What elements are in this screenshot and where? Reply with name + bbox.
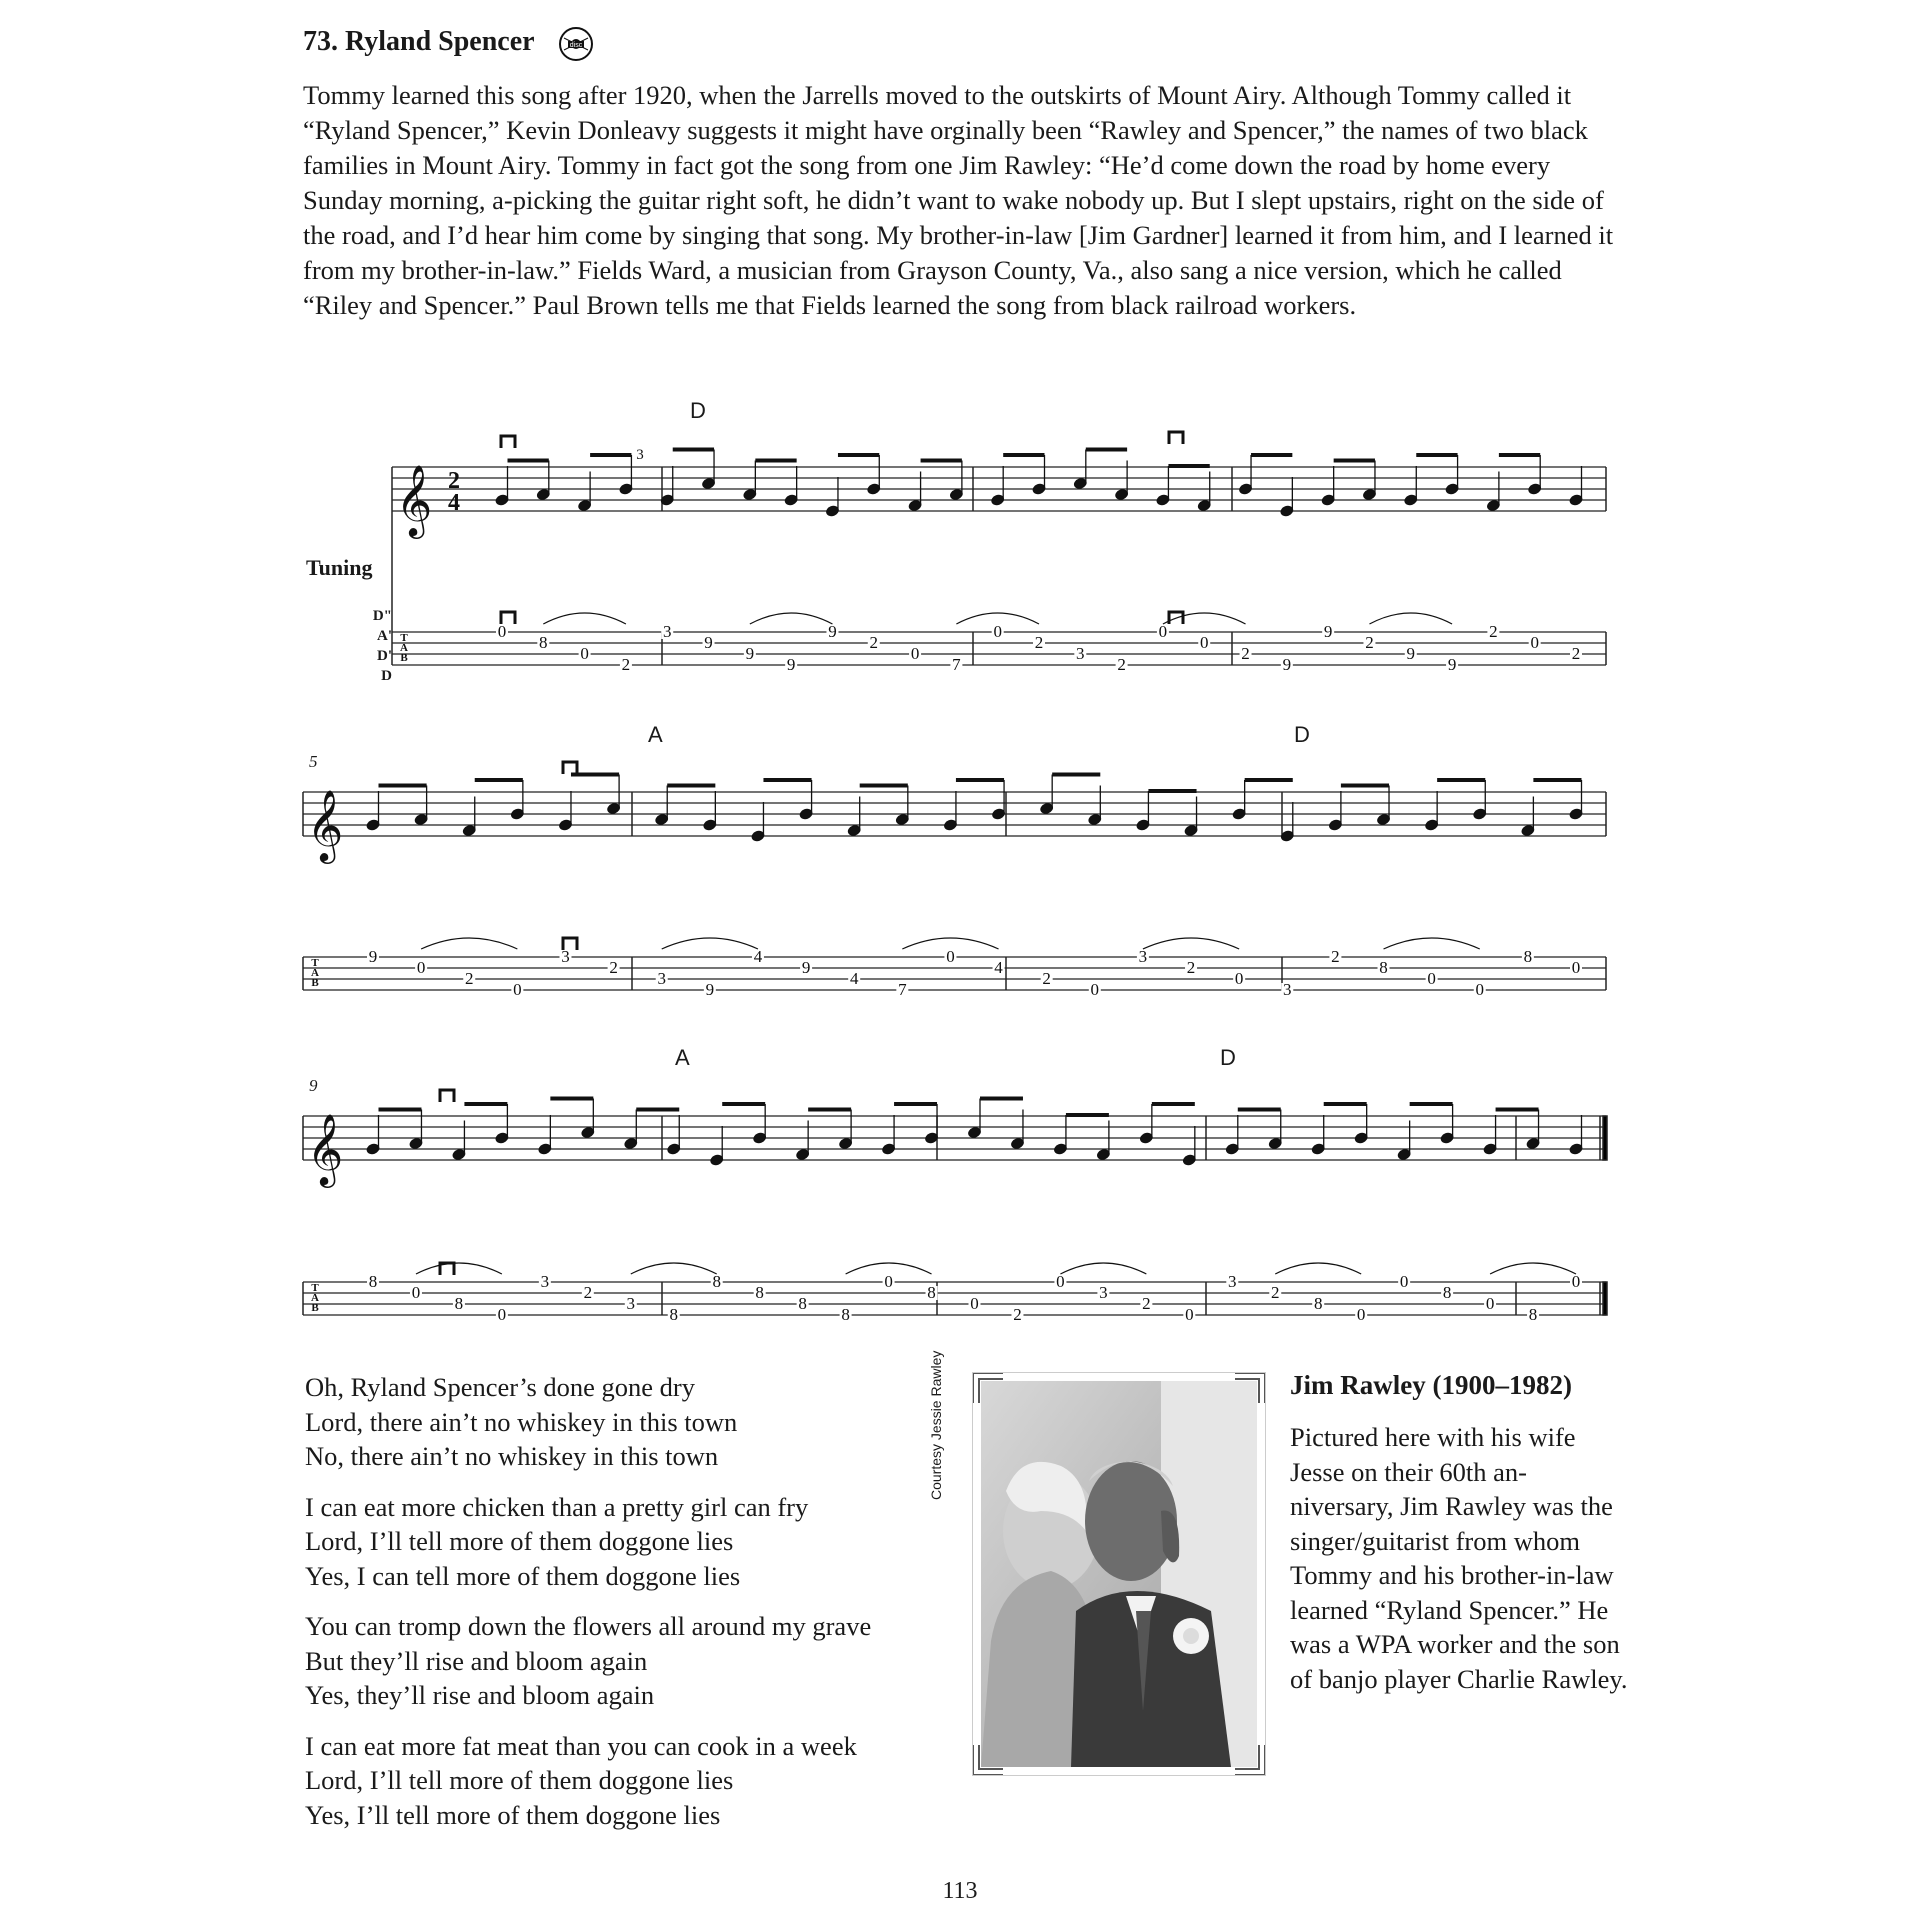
tuning-label: Tuning [306,555,373,580]
tab-number: 2 [1571,644,1581,663]
tab-number: 8 [927,1283,936,1302]
lyric-line: No, there ain’t no whiskey in this town [305,1441,719,1471]
lyrics-stanza [305,1609,955,1713]
lyrics-stanza [305,1490,955,1594]
tab-number: 8 [368,1272,378,1291]
slur [1490,1263,1576,1274]
tab-number: 3 [1076,644,1085,663]
tab-number: 4 [753,947,763,966]
tab-number: 8 [1313,1294,1323,1313]
tab-number: 0 [1399,1272,1409,1291]
tab-number: 0 [1530,633,1539,652]
tab-number: 0 [1090,980,1100,999]
tab-number: 9 [786,655,796,674]
tab-number: 4 [849,969,859,988]
lyrics-stanza [305,1370,955,1474]
slur [1143,938,1239,949]
tab-number: 0 [1475,980,1485,999]
tab-number: 9 [368,947,378,966]
tab-number: 2 [583,1283,593,1302]
tab-number: 2 [1365,633,1374,652]
tab-number: 4 [994,958,1003,977]
tab-number: 2 [1117,655,1126,674]
chord-symbol: A [648,722,663,747]
tab-number: 3 [662,622,672,641]
tab-number: 3 [1228,1272,1237,1291]
tab-number: 0 [1485,1294,1495,1313]
tab-number: 8 [1442,1283,1452,1302]
tuning-string: D [381,668,392,684]
time-signature-top: 2 [448,468,460,494]
intro-paragraph: Tommy learned this song after 1920, when the Jarrells moved to the outskirts of Mount Airy. Although Tommy called it “Ryland Spencer,” Kevin Donleavy suggests it might have orginally been “Rawley and Spencer,” the names of two black families in Mount Airy. Tommy in fact got the song from one Jim Rawley: “He’d come down the road by home every Sunday morning, a-picking the guitar right soft, he didn’t want to wake nobody up. But I slept upstairs, right on the side of the road, and I’d hear him come by singing that song. My brother-in-law [Jim Gardner] learned it from him, and I learned it from my brother-in-law.” Fields Ward, a musician from Grayson County, Va., also sang a nice version, which he called “Riley and Spencer.” Paul Brown tells me that Fields learned the song from black railroad workers. [303,80,1614,320]
measure-number: 9 [309,1076,318,1095]
tab-number: 0 [1571,1272,1581,1291]
page-number: 113 [942,1878,978,1904]
tab-number: 2 [1013,1305,1022,1324]
lyric-line: I can eat more chicken than a pretty girl can fry [305,1491,809,1522]
tab-clef-letter: B [311,977,319,989]
tab-number: 0 [910,644,920,663]
tab-number: 0 [1571,958,1581,977]
notes [366,450,1583,1167]
tab-number: 8 [1379,958,1388,977]
lyric-line: Yes, they’ll rise and bloom again [305,1680,655,1710]
tab-number: 0 [1185,1305,1194,1324]
tab-number: 9 [1282,655,1292,674]
slur [631,1263,717,1274]
tab-number: 0 [411,1283,421,1302]
tab-number: 9 [705,980,715,999]
tab-number: 2 [1034,633,1044,652]
tab-number: 8 [798,1294,807,1313]
tab-clef-letter: B [311,1302,319,1314]
tab-number: 9 [801,958,811,977]
tab-number: 7 [898,980,907,999]
slur [1163,613,1246,624]
tab-clef-letter: A [311,967,319,979]
lyric-line: You can tromp down the flowers all around my grave [305,1611,872,1641]
time-signature-bottom: 4 [448,490,460,516]
tab-clef-letter: T [311,1282,319,1294]
caption-text: Pictured here with his wife Jesse on their 60th an-niversary, Jim Rawley was the singer/guitarist from whom Tommy and his brother-in-law learned “Ryland Spencer.” He was a WPA worker and the son of banjo player Charlie Rawley. [1290,1422,1628,1694]
tab-number: 8 [669,1305,678,1324]
triplet-mark: 3 [636,447,644,463]
tuning-string: D' [377,648,392,664]
tab-number: 8 [1523,947,1533,966]
tab-clef-letter: T [311,957,319,969]
photo-frame [972,1372,1266,1776]
tab-clef-letter: A [311,1292,319,1304]
slur [1060,1263,1146,1274]
tuning-string: A' [377,628,392,644]
tab-number: 2 [1271,1283,1280,1302]
tab-number: 9 [828,622,837,641]
lyric-line: Yes, I’ll tell more of them doggone lies [305,1799,721,1830]
tab-number: 9 [1323,622,1333,641]
lyrics [305,1370,955,1848]
lyric-line: But they’ll rise and bloom again [305,1645,648,1676]
tab-number: 2 [1241,644,1250,663]
slur [1275,1263,1361,1274]
lyric-line: Lord, there ain’t no whiskey in this town [305,1406,738,1437]
tab-number: 9 [704,633,713,652]
photo-credit: Courtesy Jessie Rawley [928,1350,944,1500]
tab-number: 0 [970,1294,979,1313]
tab-lines [303,632,1606,1315]
caption-title: Jim Rawley (1900–1982) [1290,1370,1572,1400]
treble-clef: 𝄞 [395,463,433,536]
down-bow-mark [501,436,515,448]
tab-number: 3 [1283,980,1292,999]
slur [421,938,517,949]
tab-number: 2 [1042,969,1051,988]
chord-symbol: D [690,398,706,423]
chord-symbol: A [675,1045,690,1070]
tab-number: 2 [464,969,474,988]
tab-number: 8 [712,1272,721,1291]
tab-number: 3 [626,1294,636,1313]
chord-symbol: D [1220,1045,1236,1070]
tab-number: 2 [1142,1294,1151,1313]
tab-clef-letter: B [400,652,408,664]
tab-number: 0 [1356,1305,1366,1324]
slur [416,1263,502,1274]
tab-clef-letter: A [400,642,408,654]
tab-number: 8 [454,1294,464,1313]
tab-number: 0 [497,622,507,641]
tab-number: 2 [609,958,618,977]
tab-number: 0 [993,622,1002,641]
treble-clef: 𝄞 [306,1112,344,1185]
final-barline [1603,1282,1607,1315]
tab-number: 2 [1186,958,1196,977]
tab-number: 0 [1056,1272,1065,1291]
tab-number: 3 [561,947,570,966]
tab-number: 0 [1427,969,1436,988]
measure-number: 5 [309,752,318,771]
slur [1384,938,1480,949]
tab-number: 0 [513,980,522,999]
svg-text:disc: disc [569,42,583,49]
lyric-line: Lord, I’ll tell more of them doggone lies [305,1526,734,1556]
lyric-line: Oh, Ryland Spencer’s done gone dry [305,1372,695,1402]
tab-number: 2 [869,633,879,652]
tab-number: 3 [540,1272,550,1291]
down-bow-mark [563,762,577,774]
tab-number: 0 [1234,969,1244,988]
tab-number: 0 [1199,633,1209,652]
down-bow-mark [440,1090,454,1102]
page-title: 73. Ryland Spencer [303,26,535,57]
tab-number: 0 [884,1272,893,1291]
tab-number: 8 [755,1283,764,1302]
tab-number: 7 [952,655,961,674]
tab-number: 3 [657,969,666,988]
tab-number: 2 [1489,622,1498,641]
final-barline [1603,1116,1607,1160]
tab-number: 9 [745,644,755,663]
slur [750,613,833,624]
tab-number: 8 [841,1305,850,1324]
treble-clef: 𝄞 [306,788,344,861]
slur [1369,613,1452,624]
barlines [303,467,1607,1315]
tab-number: 9 [1406,644,1416,663]
lyrics-stanza [305,1729,955,1833]
tab-number: 8 [1528,1305,1538,1324]
tab-number: 0 [580,644,589,663]
tab-number: 0 [946,947,955,966]
down-bow-mark [1169,432,1183,444]
tab-number: 0 [1158,622,1168,641]
slur [662,938,758,949]
tab-clef-letter: T [400,632,408,644]
tab-number: 2 [621,655,631,674]
tab-number: 0 [497,1305,507,1324]
tab-number: 8 [539,633,548,652]
staff-lines [303,467,1606,1160]
tuning-string: D" [372,608,392,624]
tab-number: 9 [1447,655,1457,674]
tab-number: 3 [1099,1283,1108,1302]
chord-symbol: D [1294,722,1310,747]
tab-number: 3 [1138,947,1148,966]
tab-number: 0 [416,958,426,977]
lyric-line: I can eat more fat meat than you can cook in a week [305,1730,857,1761]
tab-number: 2 [1331,947,1340,966]
clefs [307,463,460,1314]
photo-corners [973,1373,1265,1775]
slur [543,613,626,624]
lyric-line: Lord, I’ll tell more of them doggone lies [305,1765,734,1795]
lyric-line: Yes, I can tell more of them doggone lies [305,1560,741,1591]
tab-numbers [367,622,1582,1324]
